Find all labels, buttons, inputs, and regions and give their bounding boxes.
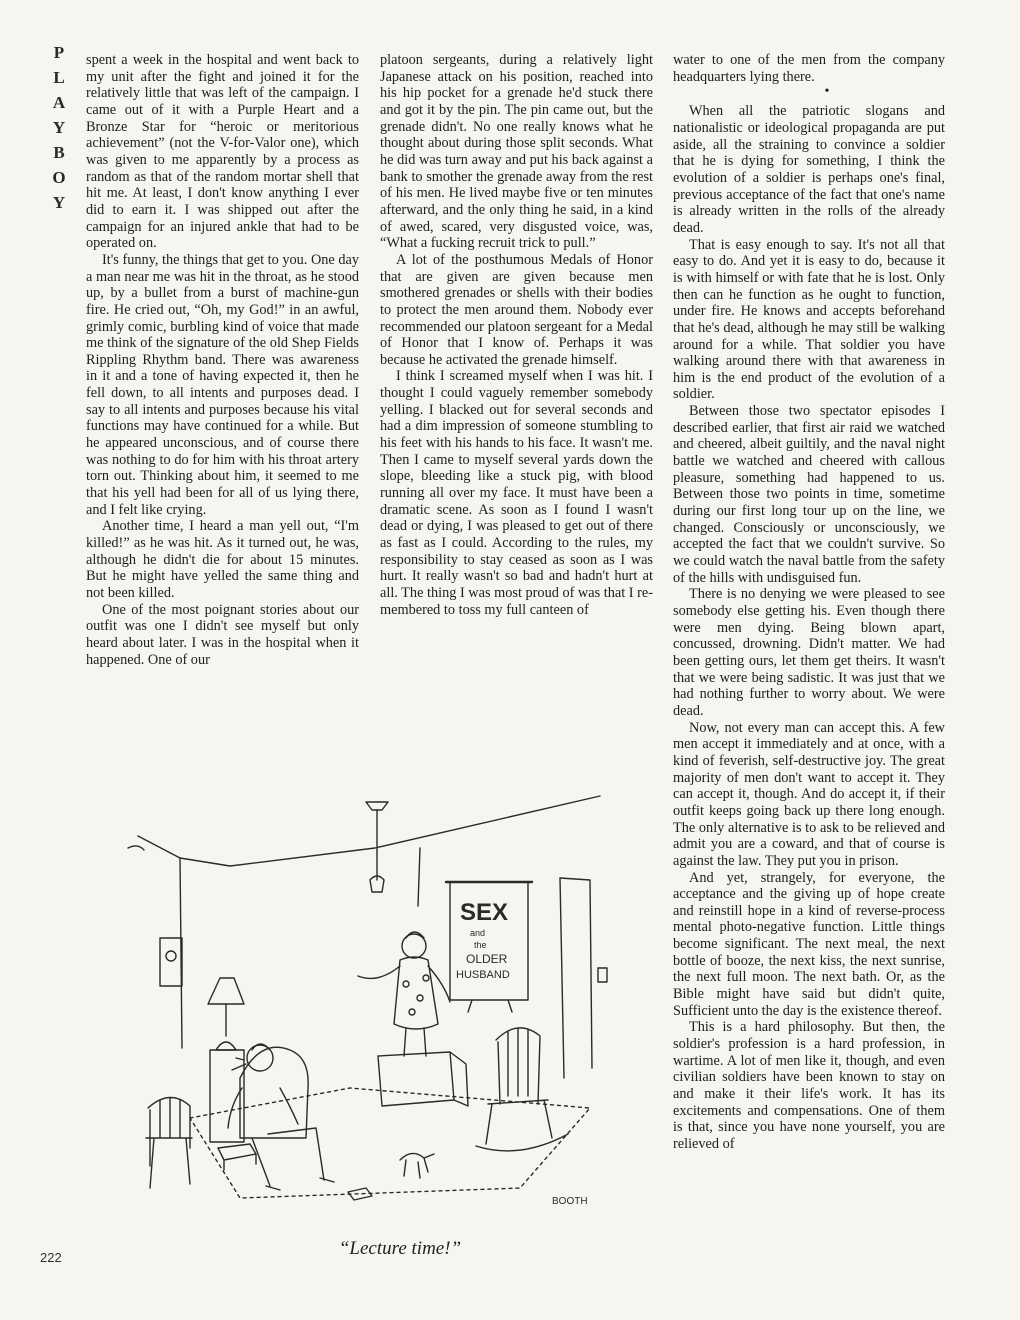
cartoon-illustration	[120, 788, 650, 1218]
paragraph: water to one of the men from the company headquarters lying there.	[673, 52, 945, 85]
paragraph: This is a hard philosophy. But then, the soldier's profession is a hard profession, in wartime. A lot of men like it, though, and even civilian soldiers have been known to stay on and make it their life's work. It has its excitements and compensations. One of them is that, since you have none yourself, you are relieved of	[673, 1019, 945, 1152]
poster-line-older: OLDER	[466, 952, 508, 966]
paragraph: Between those two spectator episodes I described earlier, that first air raid we watched and cheered, albeit guiltily, and the naval night battle we watched and cheered with callous pleasure, something had happened to us. Between those two points in time, sometime during our first long tour up on the line, we changed. Consciously or unconsciously, we accepted the fact that we couldn't survive. So we could watch the naval battle from the safety of the hills with undisguised fun.	[673, 403, 945, 586]
masthead-letter: B	[53, 143, 65, 162]
paragraph: It's funny, the things that get to you. One day a man near me was hit in the throat, as he stood up, by a bullet from a burst of machine-gun fire. He cried out, “Oh, my God!” in an awful, grimly comic, burbling kind of voice that made me think of the signature of the old Shep Fields Rippling Rhythm band. There was awareness in it and a tone of having expected it, then he fell down, to all intents and purposes dead. I say to all intents and purposes because his vital functions may have continued for a while. But he appeared unconscious, and of course there was nothing to do for him with his throat artery torn out. Thinking about him, it seemed to me that his yell had been for all of us lying there, and I felt like crying.	[86, 251, 359, 518]
cartoon-caption: “Lecture time!”	[338, 1238, 462, 1259]
paragraph: spent a week in the hospital and went back to my unit after the fight and joined it for the relatively little that was left of the campaign. I came out of it with a Purple Heart and a Bronze Star for “heroic or meritorious achievement” (not the V-for-Valor one), which was given to me apparently by a process as random as that of the random mortar shell that hit me. At least, I don't know anything I ever did to earn it. I was shipped out after the campaign for an injured ankle that had to be operated on.	[86, 52, 359, 252]
masthead-letter: Y	[52, 118, 66, 137]
column-3	[673, 52, 945, 1153]
masthead-letter: L	[53, 68, 65, 87]
poster-line-and: and	[470, 928, 486, 938]
paragraph: When all the patriotic slogans and nationalistic or ideological propaganda are put aside, all the straining to convince a soldier that he is dying for something, I think the evolution of a soldier is perhaps one's final, previous acceptance of the fact that one's name is already written in the rolls of the already dead.	[673, 103, 945, 236]
artist-signature: BOOTH	[552, 1196, 588, 1207]
poster-line-the: the	[474, 940, 487, 950]
masthead-letter: A	[52, 93, 66, 112]
section-break-bullet: •	[824, 84, 830, 100]
masthead-letter: P	[53, 43, 65, 62]
paragraph: That is easy enough to say. It's not all that easy to do. And yet it is easy to do, because it is with himself or with fate that he is lost. Only then can he function as he ought to function, under fire. He knows and accepts beforehand that he's dead, although he may still be walking around for a while. That soldier you have walking around there with that awareness in him is the end product of the evolution of a soldier.	[673, 236, 945, 403]
paragraph: And yet, strangely, for everyone, the acceptance and the giving up of hope create and reinstill hope in a kind of reverse-process mental photo-negative function. Little things become significant. The next meal, the next bottle of booze, the next kiss, the next sunrise, the next full moon. The next bath. Or, as the Bible might have said but didn't quite, Sufficient unto the day is the existence thereof.	[673, 869, 945, 1019]
poster-line-husband: HUSBAND	[456, 969, 510, 981]
page-number: 222	[40, 1250, 62, 1265]
masthead-letter: Y	[52, 193, 66, 212]
paragraph: I think I screamed myself when I was hit. I thought I could vaguely remember somebody yelling. I blacked out for several seconds and had a dim impression of someone stumbling to his feet with his hands to his face. It wasn't me. Then I came to myself several yards down the slope, bleeding like a stuck pig, with blood running all over my face. It must have been a dramatic scene. As soon as I found I wasn't dead or dying, I was pleased to get out of there as fast as I could. According to the rules, my responsibility to stay ceased as soon as I was hurt. It really wasn't so bad and hadn't hurt at all. The thing I was most proud of was that I remembered to toss my full canteen of	[380, 368, 653, 618]
paragraph: There is no denying we were pleased to see somebody else getting his. Even though there were men dying. Being blown apart, concussed, drowning. Didn't matter. We had been getting ours, let them get theirs. It wasn't that we were being sadistic. It was just that we had nothing further to worry about. We were dead.	[673, 586, 945, 719]
poster-title: SEX	[460, 899, 509, 926]
masthead-letter: O	[52, 168, 66, 187]
paragraph: platoon sergeants, during a relatively light Japanese attack on his position, reached into his hip pocket for a grenade he'd stuck there and got it by the pin. The pin came out, but the grenade didn't. No one really knows what he thought about during those split seconds. What he did was turn away and put his back against a bank to smother the grenade away from the rest of his men. He lived maybe five or ten minutes afterward, and the only thing he said, in a kind of awed, scared, very disgusted voice, was, “What a fucking recruit trick to pull.”	[380, 52, 653, 252]
paragraph: Another time, I heard a man yell out, “I'm killed!” as he was hit. As it turned out, he was, although he didn't die for about 15 minutes. But he might have yelled the same thing and not been killed.	[86, 518, 359, 601]
paragraph: One of the most poignant stories about our outfit was one I didn't see myself but only heard about later. I was in the hospital when it happened. One of our	[86, 601, 359, 668]
column-2	[380, 52, 653, 618]
masthead	[48, 40, 70, 215]
paragraph: Now, not every man can accept this. A few men accept it immediately and at once, with a kind of feverish, self-destructive joy. The great majority of men don't want to accept it. They can accept it, though. And do accept it, if their outfit keeps going back up there long enough. The only alternative is to ask to be relieved and admit you are a coward, and that of course is against the law. They put you in prison.	[673, 719, 945, 869]
column-1	[86, 52, 359, 668]
paragraph: A lot of the posthumous Medals of Honor that are given are given because men smothered grenades or shells with their bodies to protect the men around them. Nobody ever recommended our platoon sergeant for a Medal of Honor that I know of. Perhaps it was because he activated the grenade himself.	[380, 251, 653, 368]
